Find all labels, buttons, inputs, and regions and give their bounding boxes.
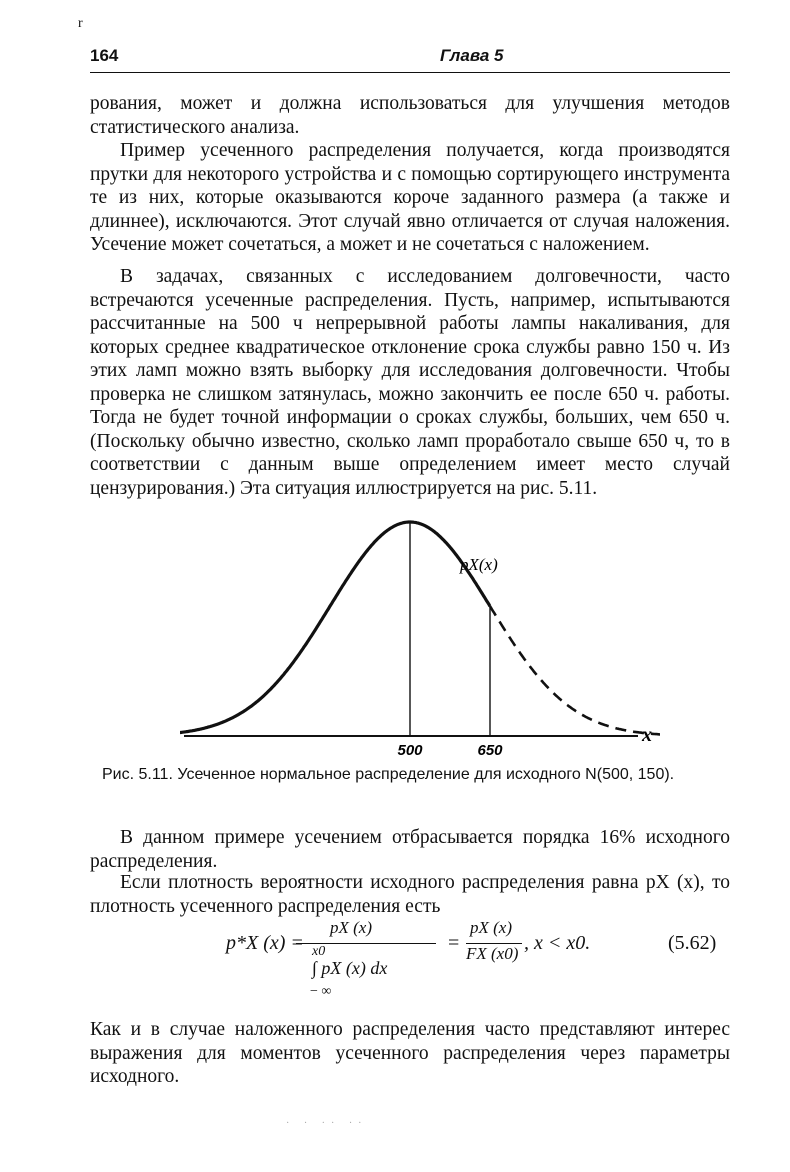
equation-5-62: [0, 918, 790, 1004]
equation-numerator-1: pX (x): [330, 918, 373, 937]
normal-distribution-plot: [180, 512, 660, 762]
paragraph-6: Как и в случае наложенного распределения часто представляют интерес выражения для моментов усеченного распределения через параметры исходного.: [90, 1019, 730, 1087]
axis-label-x: x: [642, 724, 652, 746]
equation-equals: =: [448, 932, 460, 954]
equation-lhs: p*X (x) =: [226, 932, 304, 954]
figure-5-11: [180, 512, 660, 762]
density-curve: [180, 522, 490, 733]
header-rule: [90, 72, 730, 73]
paragraph-1: рования, может и должна использоваться для улучшения методов статистического анализа.: [90, 93, 730, 138]
tick-label-500: 500: [397, 742, 423, 759]
curve-label: pX(x): [460, 555, 498, 574]
paragraph-2: Пример усеченного распределения получается, когда производятся прутки для некоторого устройства и с помощью сортирующего инструмента те из них, которые оказываются короче заданного размера (а также и длиннее), исключаются. Этот случай явно отличается от случая наложения. Усечение может сочетаться, а может и не сочетаться с наложением.: [90, 140, 730, 255]
paragraph-4: В данном примере усечением отбрасывается порядка 16% исходного распределения.: [90, 827, 730, 872]
paragraph-3: В задачах, связанных с исследованием долговечности, часто встречаются усеченные распределения. Пусть, например, испытываются рассчитанные на 500 ч непрерывной работы лампы накаливания, для которых среднее квадратическое отклонение срока службы равно 150 ч. Из этих ламп можно взять выборку для исследования долговечности. Чтобы проверка не слишком затянулась, можно закончить ее после 650 ч. работы. Тогда не будет точной информации о сроках службы, больших, чем 650 ч. (Поскольку обычно известно, сколько ламп проработало свыше 650 ч, то в соответствии с данным выше определением имеет место случай цензурирования.) Эта ситуация иллюстрируется на рис. 5.11.: [90, 266, 730, 499]
running-head: [90, 46, 730, 70]
equation-numerator-2: pX (x): [470, 918, 513, 937]
integral-lower-limit: − ∞: [310, 984, 332, 999]
paragraph-5: Если плотность вероятности исходного распределения равна pX (x), то плотность усеченного распределения есть: [90, 872, 730, 917]
scan-smudge: · · ·· ··: [286, 1118, 368, 1129]
corner-mark: r: [78, 16, 83, 31]
equation-denominator-integral: ∫ pX (x) dx: [312, 958, 388, 978]
integral-upper-limit: x0: [312, 944, 326, 959]
equation-number: (5.62): [668, 932, 717, 954]
chapter-title: Глава 5: [440, 46, 504, 65]
page-number: 164: [90, 46, 119, 65]
tick-label-650: 650: [477, 742, 503, 759]
equation-denominator-2: FX (x0): [466, 944, 519, 963]
equation-condition: , x < x0.: [524, 932, 591, 954]
truncated-tail-curve: [490, 606, 660, 736]
figure-caption: Рис. 5.11. Усеченное нормальное распределение для исходного N(500, 150).: [102, 766, 675, 783]
